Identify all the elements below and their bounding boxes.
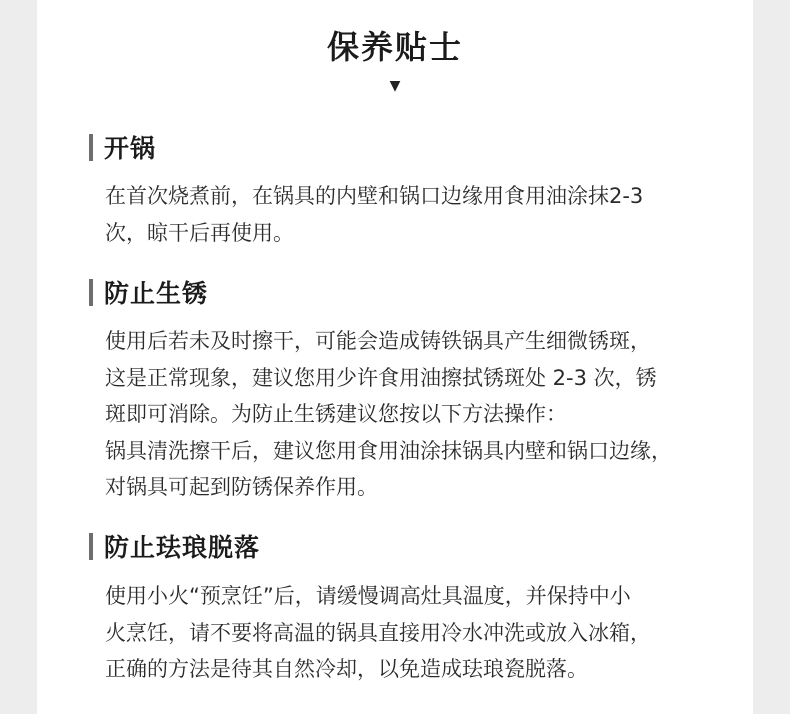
section-heading-rust-prevention xyxy=(89,277,208,307)
section-body-enamel xyxy=(105,578,745,688)
care-tips-card xyxy=(37,0,753,714)
heading-bar xyxy=(89,533,93,560)
section-heading-enamel xyxy=(89,531,260,561)
body-line: 这是正常现象，建议您用少许食用油擦拭锈斑处 2-3 次，锈 xyxy=(105,365,657,390)
section-title: 开锅 xyxy=(104,134,157,163)
body-line: 火烹饪，请不要将高温的锅具直接用冷水冲洗或放入冰箱， xyxy=(105,620,651,645)
body-line: 使用后若未及时擦干，可能会造成铸铁锅具产生细微锈斑， xyxy=(105,329,651,353)
section-title: 防止生锈 xyxy=(104,279,209,308)
heading-bar xyxy=(89,134,93,161)
body-line: 正确的方法是待其自然冷却，以免造成珐琅瓷脱落。 xyxy=(105,657,588,681)
section-body-seasoning xyxy=(105,178,745,251)
section-body-rust-prevention xyxy=(105,323,745,506)
body-line: 使用小火“预烹饪”后，请缓慢调高灶具温度，并保持中小 xyxy=(105,584,631,608)
body-line: 次，晾干后再使用。 xyxy=(105,220,294,245)
section-title: 防止珐琅脱落 xyxy=(104,533,261,562)
body-line: 在首次烧煮前，在锅具的内壁和锅口边缘用食用油涂抹2-3 xyxy=(105,184,644,208)
heading-bar xyxy=(89,279,93,306)
body-line: 锅具清洗擦干后，建议您用食用油涂抹锅具内壁和锅口边缘， xyxy=(105,438,672,463)
body-line: 对锅具可起到防锈保养作用。 xyxy=(105,475,378,499)
body-line: 斑即可消除。为防止生锈建议您按以下方法操作： xyxy=(105,402,567,426)
down-arrow-icon: ▼ xyxy=(389,78,401,94)
section-heading-seasoning xyxy=(89,132,156,162)
page-title: 保养贴士 xyxy=(326,28,463,66)
